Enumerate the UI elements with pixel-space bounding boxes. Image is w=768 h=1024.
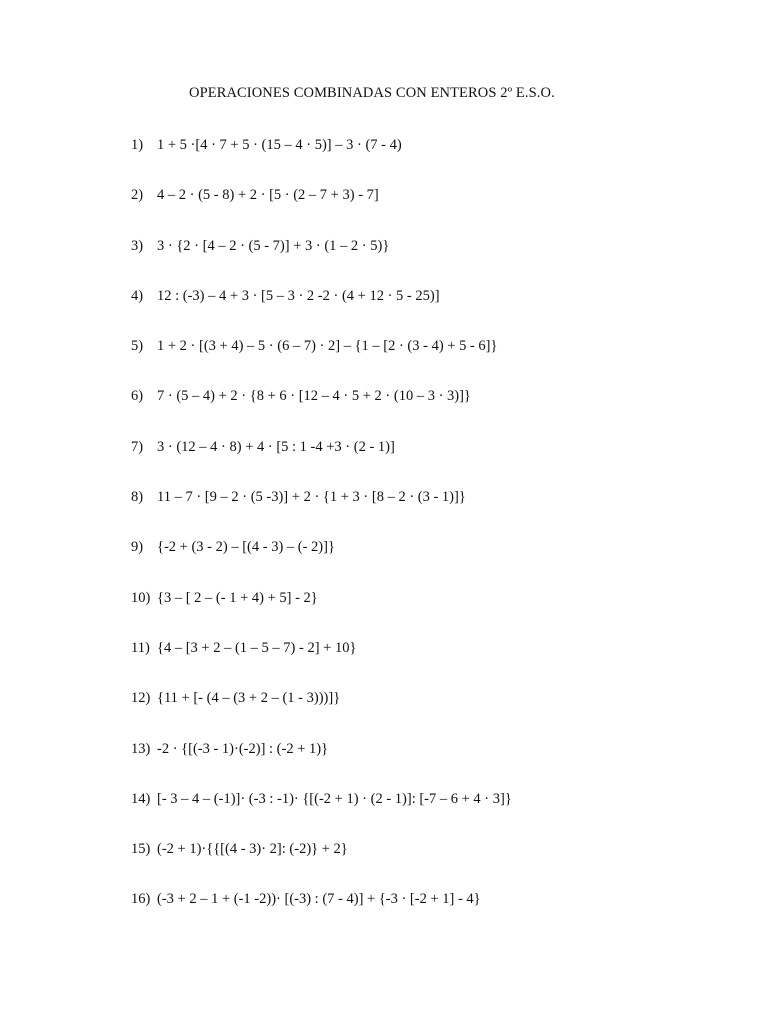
exercise-expression: 12 : (-3) – 4 + 3 · [5 – 3 · 2 -2 · (4 + 12 · 5 - 25)] (157, 287, 440, 304)
exercise-number: 6) (131, 388, 144, 405)
exercise-item (131, 387, 512, 437)
exercise-item (131, 438, 512, 488)
exercise-expression: 3 · {2 · [4 – 2 · (5 - 7)] + 3 · (1 – 2 · 5)} (157, 237, 390, 254)
exercise-item (131, 337, 512, 387)
exercise-expression: {4 – [3 + 2 – (1 – 5 – 7) - 2] + 10} (157, 639, 357, 656)
exercise-expression: (-3 + 2 – 1 + (-1 -2))· [(-3) : (7 - 4)] + {-3 · [-2 + 1] - 4} (157, 891, 481, 908)
exercise-expression: {3 – [ 2 – (- 1 + 4) + 5] - 2} (157, 589, 318, 606)
exercise-item (131, 840, 512, 890)
exercise-item (131, 186, 512, 236)
exercise-item (131, 689, 512, 739)
exercise-number: 15) (131, 841, 151, 858)
exercise-expression: 4 – 2 · (5 - 8) + 2 · [5 · (2 – 7 + 3) - 7] (157, 187, 379, 204)
exercise-expression: 3 · (12 – 4 · 8) + 4 · [5 : 1 -4 +3 · (2 - 1)] (157, 438, 395, 455)
exercise-item (131, 890, 512, 940)
exercise-item (131, 538, 512, 588)
exercise-number: 11) (131, 639, 150, 656)
exercise-item (131, 740, 512, 790)
exercise-item (131, 136, 512, 186)
exercise-number: 3) (131, 237, 144, 254)
exercise-number: 14) (131, 790, 151, 807)
exercise-list (131, 136, 512, 941)
exercise-number: 10) (131, 589, 151, 606)
exercise-expression: -2 · {[(-3 - 1)·(-2)] : (-2 + 1)} (157, 740, 329, 757)
exercise-item (131, 790, 512, 840)
exercise-expression: 1 + 5 ·[4 · 7 + 5 · (15 – 4 · 5)] – 3 · (7 - 4) (157, 137, 402, 153)
exercise-item (131, 287, 512, 337)
exercise-number: 12) (131, 690, 151, 707)
exercise-expression: 1 + 2 · [(3 + 4) – 5 · (6 – 7) · 2] – {1 – [2 · (3 - 4) + 5 - 6]} (157, 338, 498, 355)
exercise-number: 13) (131, 740, 151, 757)
exercise-number: 9) (131, 539, 144, 556)
exercise-expression: 7 · (5 – 4) + 2 · {8 + 6 · [12 – 4 · 5 + 2 · (10 – 3 · 3)]} (157, 388, 471, 405)
exercise-item (131, 589, 512, 639)
exercise-number: 16) (131, 891, 151, 908)
exercise-number: 1) (131, 137, 144, 153)
exercise-expression: {11 + [- (4 – (3 + 2 – (1 - 3)))]} (157, 690, 341, 707)
exercise-expression: {-2 + (3 - 2) – [(4 - 3) – (- 2)]} (157, 539, 335, 556)
exercise-number: 4) (131, 287, 144, 304)
exercise-expression: [- 3 – 4 – (-1)]· (-3 : -1)· {[(-2 + 1) · (2 - 1)]: [-7 – 6 + 4 · 3]} (157, 790, 512, 807)
exercise-number: 5) (131, 338, 144, 355)
exercise-number: 7) (131, 438, 144, 455)
exercise-item (131, 237, 512, 287)
document-title: OPERACIONES COMBINADAS CON ENTEROS 2º E.S.O. (189, 85, 555, 101)
exercise-expression: 11 – 7 · [9 – 2 · (5 -3)] + 2 · {1 + 3 · [8 – 2 · (3 - 1)]} (157, 489, 466, 506)
exercise-item (131, 488, 512, 538)
exercise-expression: (-2 + 1)·{{[(4 - 3)· 2]: (-2)} + 2} (157, 841, 348, 858)
exercise-number: 2) (131, 187, 144, 204)
exercise-item (131, 639, 512, 689)
exercise-number: 8) (131, 489, 144, 506)
